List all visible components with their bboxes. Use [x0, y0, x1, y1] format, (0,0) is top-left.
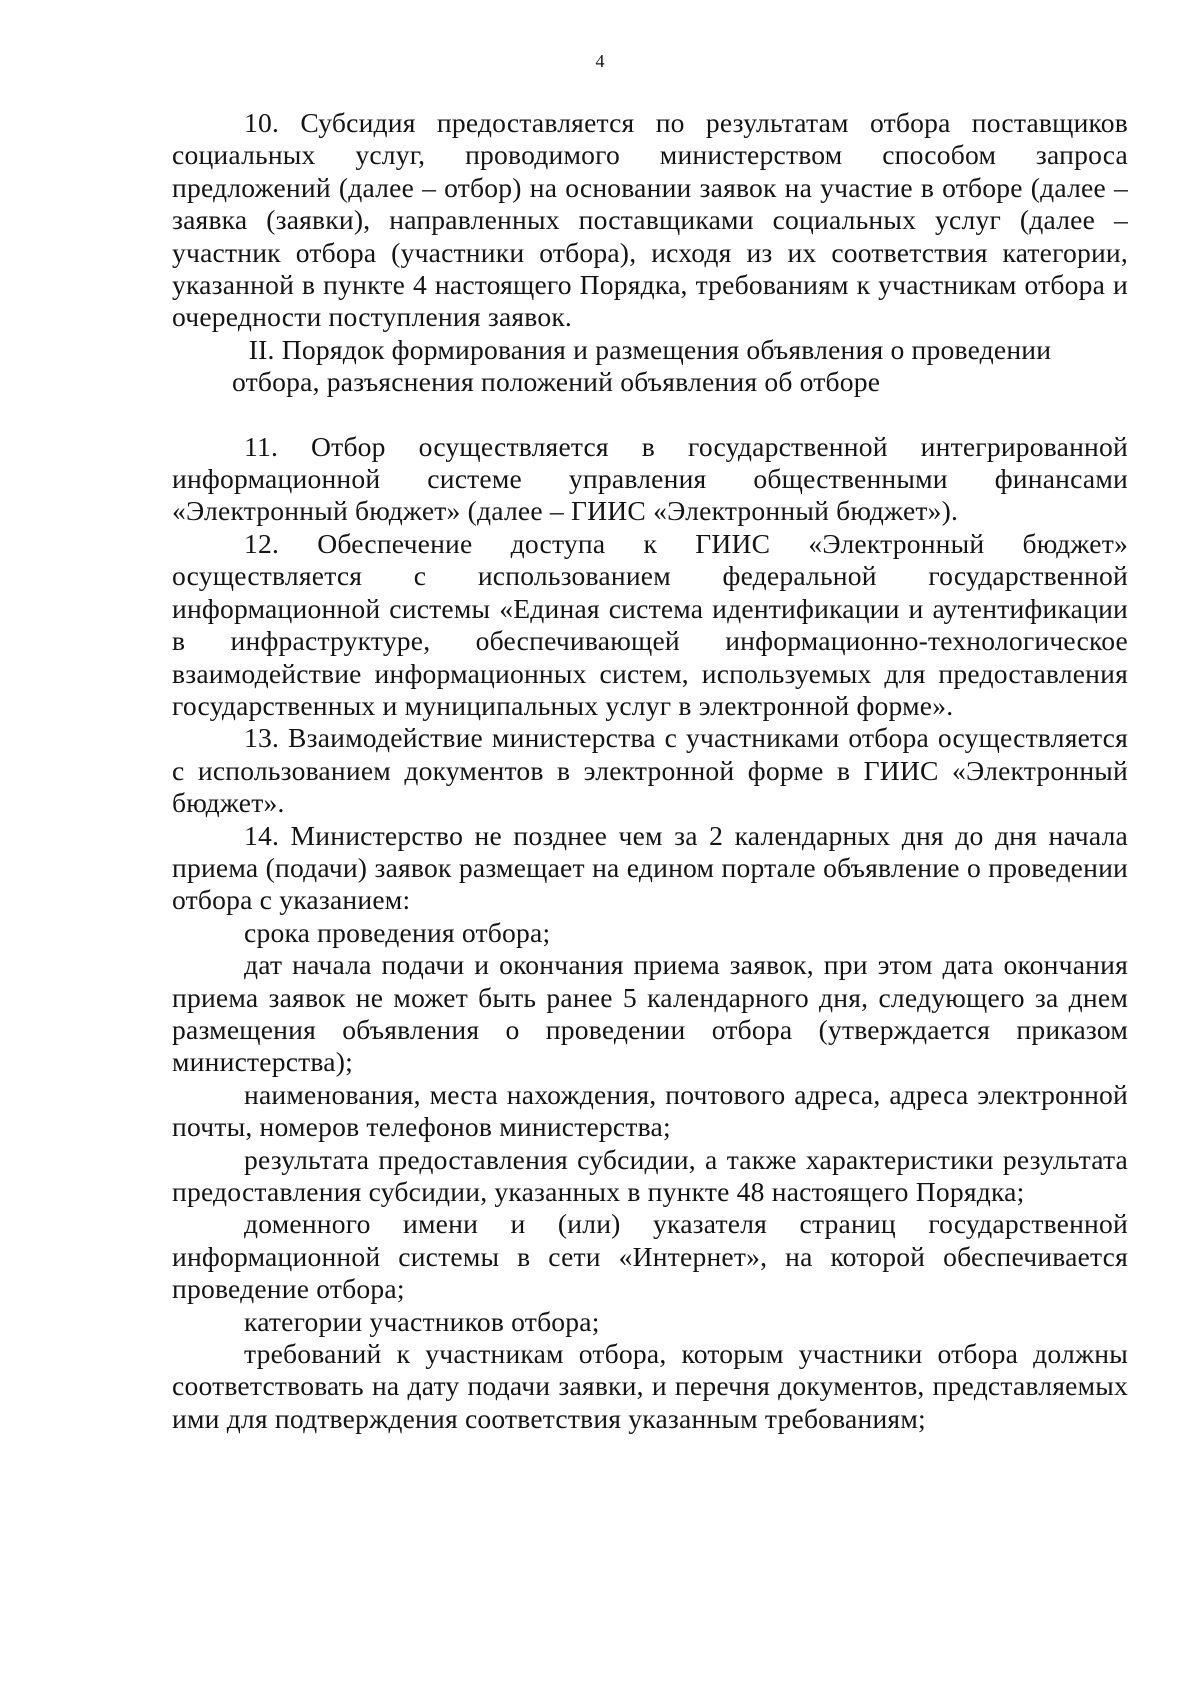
document-body [172, 107, 1128, 1435]
page-number: 4 [595, 51, 605, 71]
paragraph-12: 12. Обеспечение доступа к ГИИС «Электронный бюджет» осуществляется с использованием федеральной государственной информационной системы «Единая система идентификации и аутентификации в инфраструктуре, обеспечивающей информационно-технологическое взаимодействие информационных систем, используемых для предоставления государственных и муниципальных услуг в электронной форме». [172, 527, 1128, 721]
paragraph-14: 14. Министерство не позднее чем за 2 календарных дня до дня начала приема (подачи) заявок размещает на едином портале объявление о проведении отбора с указанием: [172, 819, 1128, 916]
list-item-contacts: наименования, места нахождения, почтового адреса, адреса электронной почты, номеров телефонов министерства; [172, 1078, 1128, 1143]
section-heading: II. Порядок формирования и размещения объявления о проведении отбора, разъяснения положений объявления об отборе [232, 333, 1052, 398]
list-item-deadline: срока проведения отбора; [244, 916, 551, 948]
paragraph-13: 13. Взаимодействие министерства с участниками отбора осуществляется с использованием документов в электронной форме в ГИИС «Электронный бюджет». [172, 722, 1128, 819]
list-item-result: результата предоставления субсидии, а также характеристики результата предоставления субсидии, указанных в пункте 48 настоящего Порядка; [172, 1143, 1128, 1207]
list-item-domain: доменного имени и (или) указателя страниц государственной информационной системы в сети «Интернет», на которой обеспечивается проведение отбора; [172, 1208, 1128, 1305]
list-item-requirements: требований к участникам отбора, которым участники отбора должны соответствовать на дату подачи заявки, и перечня документов, представляемых ими для подтверждения соответствия указанным требованиям; [172, 1338, 1128, 1434]
paragraph-10: 10. Субсидия предоставляется по результатам отбора поставщиков социальных услуг, проводимого министерством способом запроса предложений (далее – отбор) на основании заявок на участие в отборе (далее – заявка (заявки), направленных поставщиками социальных услуг (далее – участник отбора (участники отбора), исходя из их соответствия категории, указанной в пункте 4 настоящего Порядка, требованиям к участникам отбора и очередности поступления заявок. [172, 107, 1128, 333]
list-item-dates: дат начала подачи и окончания приема заявок, при этом дата окончания приема заявок не может быть ранее 5 календарного дня, следующего за днем размещения объявления о проведении отбора (утверждается приказом министерства); [172, 949, 1128, 1078]
list-item-categories: категории участников отбора; [244, 1305, 600, 1337]
paragraph-11: 11. Отбор осуществляется в государственной интегрированной информационной системе управления общественными финансами «Электронный бюджет» (далее – ГИИС «Электронный бюджет»). [172, 430, 1128, 527]
